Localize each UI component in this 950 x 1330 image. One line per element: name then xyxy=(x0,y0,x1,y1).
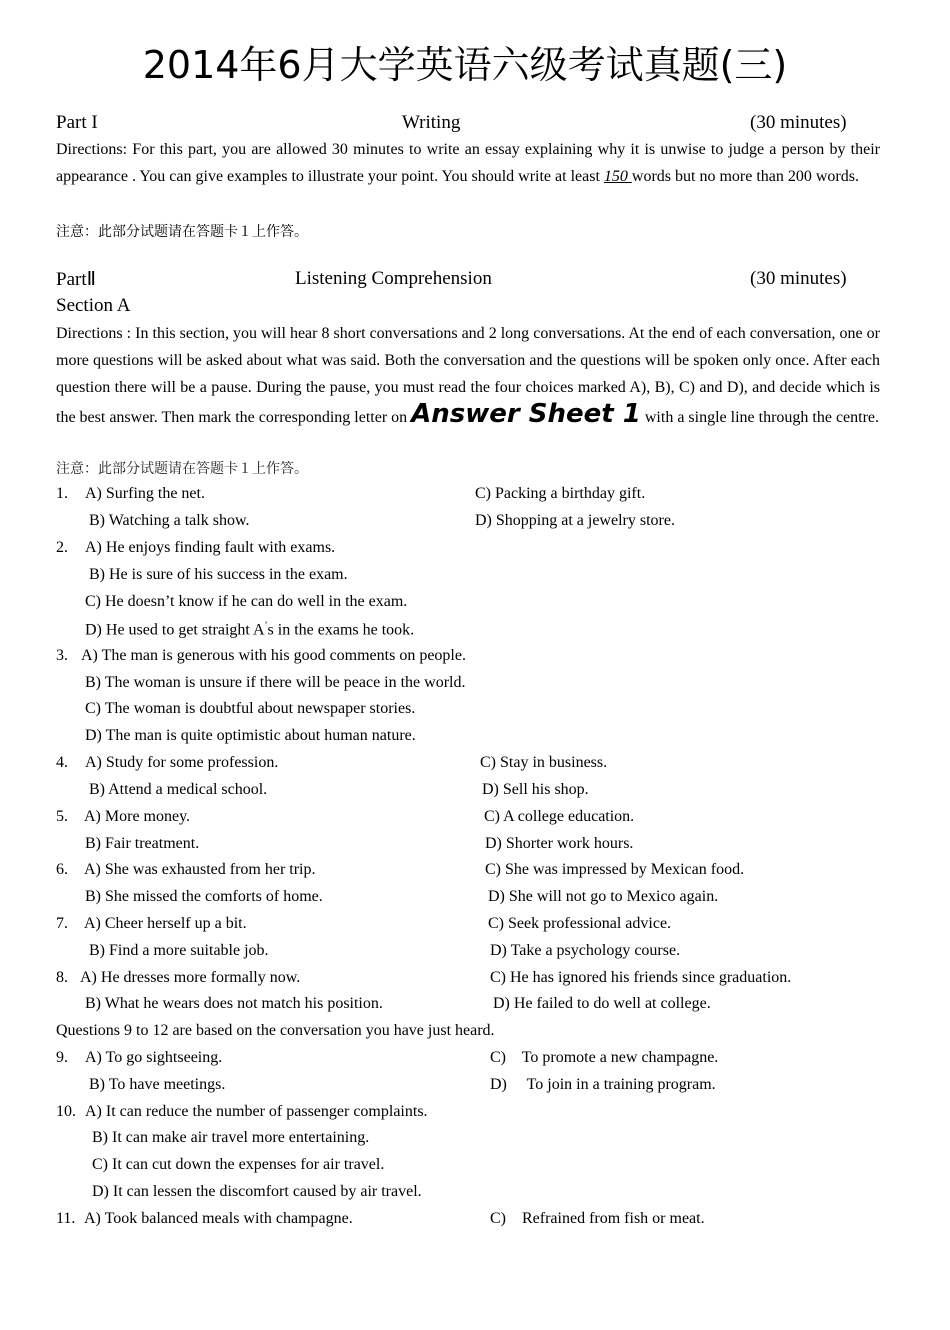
q1-option-a: A) Surfing the net. xyxy=(85,485,205,502)
q9-option-d: D) To join in a training program. xyxy=(490,1076,716,1093)
q9-option-b: B) To have meetings. xyxy=(89,1076,226,1093)
part1-directions-pre: Directions: For this part, you are allowed 30 minutes to write an essay explaining why it is unwise to judge a person by their appearance . You can give examples to illustrate your point. You should write at least xyxy=(56,141,880,185)
part2-time: (30 minutes) xyxy=(750,268,847,289)
q2-option-c: C) He doesn’t know if he can do well in the exam. xyxy=(85,593,408,610)
q1-option-b: B) Watching a talk show. xyxy=(89,512,250,529)
q5-option-a: A) More money. xyxy=(84,808,191,825)
word-count: 150 xyxy=(603,168,632,185)
q9-number: 9. xyxy=(56,1049,68,1066)
part2-directions-post: with a single line through the centre. xyxy=(640,409,880,426)
q3-number: 3. xyxy=(56,647,68,664)
q3-option-d: D) The man is quite optimistic about human nature. xyxy=(85,727,416,744)
q2-option-a: A) He enjoys finding fault with exams. xyxy=(85,539,336,556)
q1-option-c: C) Packing a birthday gift. xyxy=(475,485,646,502)
part2-label: PartⅡ xyxy=(56,269,96,290)
q8-option-b: B) What he wears does not match his position. xyxy=(85,995,383,1012)
q2-option-d-post: s in the exams he took. xyxy=(267,621,415,639)
q1-option-d: D) Shopping at a jewelry store. xyxy=(475,512,675,529)
q2-option-b: B) He is sure of his success in the exam. xyxy=(89,566,348,583)
q6-number: 6. xyxy=(56,861,68,878)
part2-directions xyxy=(56,320,880,431)
q11-option-a: A) Took balanced meals with champagne. xyxy=(84,1210,353,1227)
q7-option-a: A) Cheer herself up a bit. xyxy=(84,915,247,932)
q7-number: 7. xyxy=(56,915,68,932)
q10-option-b: B) It can make air travel more entertaining. xyxy=(92,1129,370,1146)
q7-option-c: C) Seek professional advice. xyxy=(488,915,672,932)
q3-option-a: A) The man is generous with his good comments on people. xyxy=(81,647,466,664)
q11-number: 11. xyxy=(56,1210,76,1227)
part2-directions-pre: Directions : In this section, you will hear 8 short conversations and 2 long conversations. At the end of each conversation, one or more questions will be asked about what was said. Both the conversation and the questions will be spoken only once. After each question there will be a pause. During the pause, you must read the four choices marked A), B), C) and D), and decide which is the best answer. Then mark the corresponding letter on xyxy=(56,325,880,426)
q5-option-c: C) A college education. xyxy=(484,808,635,825)
q6-option-c: C) She was impressed by Mexican food. xyxy=(485,861,745,878)
q8-option-d: D) He failed to do well at college. xyxy=(493,995,711,1012)
q10-option-c: C) It can cut down the expenses for air travel. xyxy=(92,1156,385,1173)
page-title: 2014年6月大学英语六级考试真题(三) xyxy=(142,43,788,87)
answer-sheet-label: Answer Sheet 1 xyxy=(411,399,641,429)
q1-number: 1. xyxy=(56,485,68,502)
q10-number: 10. xyxy=(56,1103,76,1120)
section-a: Section A xyxy=(56,295,131,316)
q4-option-b: B) Attend a medical school. xyxy=(89,781,268,798)
q11-option-c: C) Refrained from fish or meat. xyxy=(490,1210,705,1227)
q9-option-c: C) To promote a new champagne. xyxy=(490,1049,719,1066)
part1-time: (30 minutes) xyxy=(750,112,847,133)
part1-name: Writing xyxy=(402,112,461,133)
part2-name: Listening Comprehension xyxy=(295,268,492,289)
q4-number: 4. xyxy=(56,754,68,771)
q2-option-d-pre: D) He used to get straight A xyxy=(85,621,265,639)
q3-option-b: B) The woman is unsure if there will be peace in the world. xyxy=(85,674,466,691)
q10-option-a: A) It can reduce the number of passenger complaints. xyxy=(85,1103,428,1120)
part1-directions-post: words but no more than 200 words. xyxy=(631,168,859,185)
q9-option-a: A) To go sightseeing. xyxy=(85,1049,223,1066)
q3-option-c: C) The woman is doubtful about newspaper stories. xyxy=(85,700,416,717)
q6-option-d: D) She will not go to Mexico again. xyxy=(488,888,719,905)
q2-option-d xyxy=(85,620,414,639)
q8-option-a: A) He dresses more formally now. xyxy=(80,969,301,986)
q2-number: 2. xyxy=(56,539,68,556)
q2-option-d-apostrophe: ’ xyxy=(264,620,268,630)
q10-option-d: D) It can lessen the discomfort caused by air travel. xyxy=(92,1183,422,1200)
part1-label: Part I xyxy=(56,112,98,133)
q5-option-b: B) Fair treatment. xyxy=(85,835,200,852)
q4-option-c: C) Stay in business. xyxy=(480,754,608,771)
questions-9-12-intro: Questions 9 to 12 are based on the conversation you have just heard. xyxy=(56,1022,495,1039)
q8-option-c: C) He has ignored his friends since graduation. xyxy=(490,969,792,986)
q6-option-a: A) She was exhausted from her trip. xyxy=(84,861,316,878)
q7-option-d: D) Take a psychology course. xyxy=(490,942,681,959)
q7-option-b: B) Find a more suitable job. xyxy=(89,942,269,959)
q6-option-b: B) She missed the comforts of home. xyxy=(85,888,323,905)
q4-option-a: A) Study for some profession. xyxy=(85,754,279,771)
q8-number: 8. xyxy=(56,969,68,986)
part1-note: 注意：此部分试题请在答题卡１上作答。 xyxy=(56,224,308,240)
q4-option-d: D) Sell his shop. xyxy=(482,781,589,798)
part2-note: 注意：此部分试题请在答题卡１上作答。 xyxy=(56,461,308,477)
part1-directions xyxy=(56,136,880,190)
q5-number: 5. xyxy=(56,808,68,825)
q5-option-d: D) Shorter work hours. xyxy=(485,835,634,852)
